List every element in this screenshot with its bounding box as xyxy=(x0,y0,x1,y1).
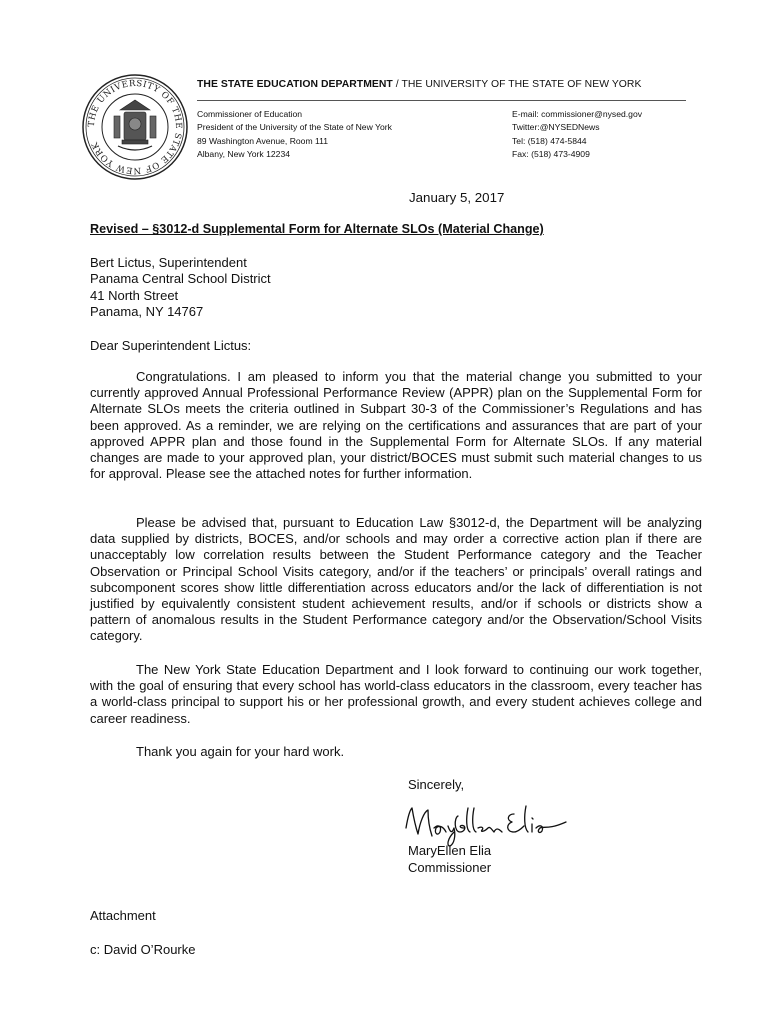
body-paragraph: Congratulations. I am pleased to inform you that the material change you submitted to your currently approved Annual Professional Performance Review (APPR) plan on the Supplemental Form for Alternate SLOs meets the criteria outlined in Subpart 30-3 of the Commissioner’s Regulations and has been approved. As a reminder, we are relying on the certifications and assurances that are part of your approved APPR plan and those found in the Supplemental Form for Alternate SLOs. If any material changes are made to your approved plan, your district/BOCES must submit such material changes to us for approval. Please see the attached notes for further information. xyxy=(90,369,702,482)
recipient-organization: Panama Central School District xyxy=(90,271,271,287)
body-paragraph: Please be advised that, pursuant to Education Law §3012-d, the Department will be analyzing data supplied by districts, BOCES, and/or schools and may order a corrective action plan if there are unacceptably low correlation results between the Student Performance category and the Teacher Observation or Principal School Visits category, and/or if the teachers’ or principals’ overall ratings and subcomponent scores show little differentiation across educators and/or the lack of differentiation is not justified by equivalently consistent student achievement results, and/or if schools or districts show a pattern of anomalous results in the Student Performance category and/or the Observation/School Visits category. xyxy=(90,515,702,644)
closing: Sincerely, xyxy=(408,777,465,792)
contact-fax: Fax: (518) 473-4909 xyxy=(512,148,590,159)
letterhead-office-block xyxy=(197,108,392,161)
seal-emblem xyxy=(114,100,156,150)
thanks-line: Thank you again for your hard work. xyxy=(136,744,345,759)
recipient-street: 41 North Street xyxy=(90,287,179,303)
university-name: THE UNIVERSITY OF THE STATE OF NEW YORK xyxy=(401,79,642,90)
letterhead-contact-block xyxy=(512,108,642,161)
contact-tel: Tel: (518) 474-5844 xyxy=(512,135,587,146)
handwritten-signature xyxy=(398,798,573,848)
office-line: President of the University of the State of New York xyxy=(197,122,392,133)
attachment-note: Attachment xyxy=(90,908,156,923)
department-name: THE STATE EDUCATION DEPARTMENT xyxy=(197,79,393,90)
title-separator: / xyxy=(392,79,402,90)
letter-subject: Revised – §3012-d Supplemental Form for Alternate SLOs (Material Change) xyxy=(90,222,544,236)
letterhead-divider xyxy=(197,100,686,101)
state-seal xyxy=(80,72,190,182)
recipient-address xyxy=(90,255,271,320)
letterhead-title xyxy=(197,79,641,90)
body-paragraph: The New York State Education Department and I look forward to continuing our work together, with the goal of ensuring that every school has world-class educators in the classroom, every teacher has a world-class principal to support his or her professional growth, and every student achieves college and career readiness. xyxy=(90,662,702,726)
signer-block xyxy=(408,843,491,876)
office-line: Albany, New York 12234 xyxy=(197,148,291,159)
contact-twitter: Twitter:@NYSEDNews xyxy=(512,122,600,133)
recipient-name: Bert Lictus, Superintendent xyxy=(90,255,247,270)
office-line: 89 Washington Avenue, Room 111 xyxy=(197,135,329,146)
cc-line: c: David O’Rourke xyxy=(90,942,196,957)
recipient-city: Panama, NY 14767 xyxy=(90,303,204,319)
signer-name: MaryEllen Elia xyxy=(408,843,492,858)
seal-lettering: THE UNIVERSITY OF THE STATE OF NEW YORK xyxy=(86,78,184,176)
signer-title: Commissioner xyxy=(408,859,492,875)
salutation: Dear Superintendent Lictus: xyxy=(90,338,252,353)
letter-date: January 5, 2017 xyxy=(409,190,505,205)
office-line: Commissioner of Education xyxy=(197,109,303,119)
contact-email: E-mail: commissioner@nysed.gov xyxy=(512,109,643,119)
